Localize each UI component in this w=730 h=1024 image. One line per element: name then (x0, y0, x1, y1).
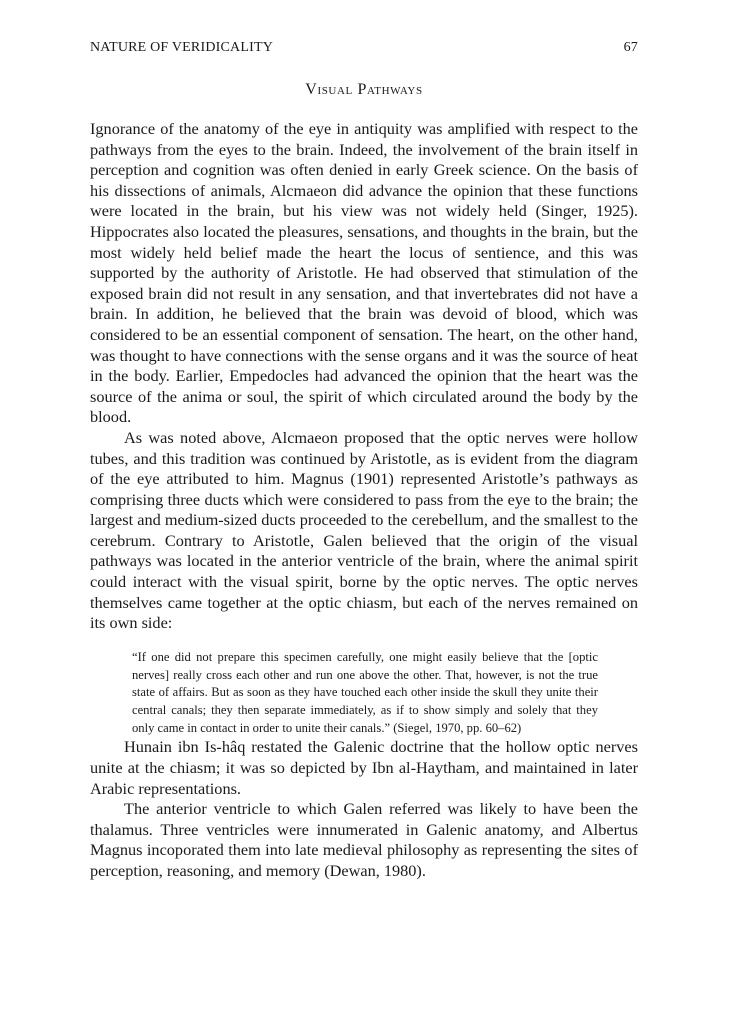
running-head (90, 40, 638, 60)
paragraph-1: Ignorance of the anatomy of the eye in antiquity was amplified with respect to the pathways from the eyes to the brain. Indeed, the involvement of the brain itself in perception and cognition was often denied in early Greek science. On the basis of his dissections of animals, Alcmaeon did advance the opinion that these functions were located in the brain, but his view was not widely held (Singer, 1925). Hippocrates also located the pleasures, sensations, and thoughts in the brain, but the most widely held belief made the heart the locus of sentience, and this was supported by the authority of Aristotle. He had observed that stimulation of the exposed brain did not result in any sensation, and that invertebrates did not have a brain. In addition, he believed that the brain was devoid of blood, which was considered to be an essential component of sensation. The heart, on the other hand, was thought to have connections with the sense organs and it was the source of heat in the body. Earlier, Empedocles had advanced the opinion that the heart was the source of the anima or soul, the spirit of which circulated around the body by the blood. (90, 119, 638, 427)
paragraph-2: As was noted above, Alcmaeon proposed that the optic nerves were hollow tubes, and this tradition was continued by Aristotle, as is evident from the diagram of the eye attributed to him. Magnus (1901) represented Aristotle’s pathways as comprising three ducts which were considered to pass from the eye to the brain; the largest and medium-sized ducts proceeded to the cerebellum, and the smallest to the cerebrum. Contrary to Aristotle, Galen believed that the origin of the visual pathways was located in the anterior ventricle of the brain, where the animal spirit could interact with the visual spirit, borne by the optic nerves. The optic nerves themselves came together at the optic chiasm, but each of the nerves remained on its own side: (90, 427, 638, 633)
paragraph-3: Hunain ibn Is-hâq restated the Galenic doctrine that the hollow optic nerves unite at the chiasm; it was so depicted by Ibn al-Haytham, and maintained in later Arabic representations. (90, 737, 638, 798)
book-page (90, 40, 638, 882)
body-text (90, 119, 638, 882)
block-quote: “If one did not prepare this specimen carefully, one might easily believe that the [optic nerves] really cross each other and run one above the other. That, however, is not the true state of affairs. But as soon as they have touched each other inside the skull they unite their central canals; they then separate immediately, as if to show simply and solely that they only came in contact in order to unite their canals.” (Siegel, 1970, pp. 60–62) (132, 649, 598, 735)
section-heading: Visual Pathways (305, 81, 423, 98)
page-number: 67 (623, 40, 638, 55)
running-head-title: NATURE OF VERIDICALITY (90, 40, 274, 55)
paragraph-4: The anterior ventricle to which Galen referred was likely to have been the thalamus. Three ventricles were innumerated in Galenic anatomy, and Albertus Magnus incoporated them into late medieval philosophy as representing the sites of perception, reasoning, and memory (Dewan, 1980). (90, 799, 638, 880)
